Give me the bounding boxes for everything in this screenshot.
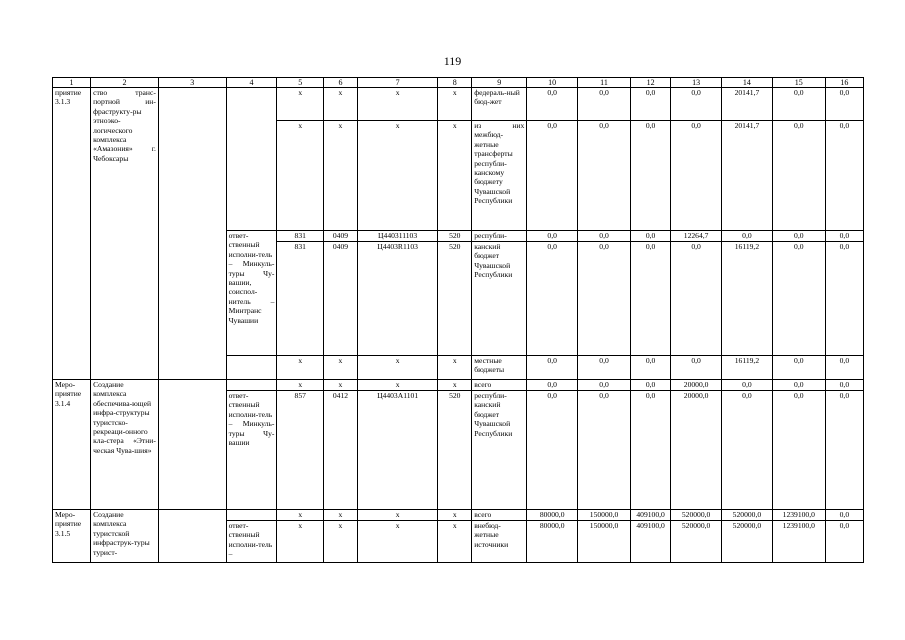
section-cell: х xyxy=(324,521,358,563)
value-cell: 0,0 xyxy=(630,356,670,380)
table-row xyxy=(53,88,864,121)
header-cell: 14 xyxy=(722,78,773,88)
value-cell: 0,0 xyxy=(722,231,773,242)
expense-type-cell: х xyxy=(438,510,472,521)
target-article-cell: х xyxy=(357,510,437,521)
section-cell: 0409 xyxy=(324,231,358,242)
grbs-cell: х xyxy=(277,356,324,380)
value-cell: 16119,2 xyxy=(722,356,773,380)
value-cell: 0,0 xyxy=(671,242,722,356)
header-cell: 12 xyxy=(630,78,670,88)
value-cell: 520000,0 xyxy=(722,521,773,563)
value-cell: 409100,0 xyxy=(630,510,670,521)
value-cell: 520000,0 xyxy=(671,510,722,521)
header-cell: 6 xyxy=(324,78,358,88)
header-cell: 11 xyxy=(578,78,631,88)
grbs-cell: х xyxy=(277,510,324,521)
header-cell: 16 xyxy=(825,78,863,88)
value-cell: 0,0 xyxy=(527,242,578,356)
value-cell: 0,0 xyxy=(527,356,578,380)
value-cell: 150000,0 xyxy=(578,521,631,563)
value-cell: 0,0 xyxy=(772,88,825,121)
value-cell: 0,0 xyxy=(671,356,722,380)
executor-cell: ответ-ственный исполни-тель – xyxy=(226,521,277,563)
value-cell: 0,0 xyxy=(630,231,670,242)
funding-source-cell: федераль-ный бюд-жет xyxy=(472,88,527,121)
value-cell: 20000,0 xyxy=(671,391,722,510)
value-cell: 150000,0 xyxy=(578,510,631,521)
funding-source-cell: из них межбюд-жетные трансферты республи-канскому бюджету Чувашской Республики xyxy=(472,121,527,231)
header-cell: 4 xyxy=(226,78,277,88)
value-cell: 1239100,0 xyxy=(772,510,825,521)
grbs-cell: 831 xyxy=(277,242,324,356)
funding-source-cell: всего xyxy=(472,380,527,391)
value-cell: 0,0 xyxy=(722,391,773,510)
value-cell: 0,0 xyxy=(578,356,631,380)
value-cell: 0,0 xyxy=(772,356,825,380)
value-cell: 0,0 xyxy=(578,242,631,356)
measure-title: ство транс-портной ин-фраструкту-ры этноэко-логического комплекса «Амазония» г. Чебоксары xyxy=(91,88,159,380)
funding-source-cell: республи- xyxy=(472,231,527,242)
value-cell: 16119,2 xyxy=(722,242,773,356)
value-cell: 520000,0 xyxy=(671,521,722,563)
expense-type-cell: 520 xyxy=(438,242,472,356)
section-cell: 0409 xyxy=(324,242,358,356)
grbs-cell: х xyxy=(277,380,324,391)
funding-source-cell: всего xyxy=(472,510,527,521)
value-cell: 0,0 xyxy=(772,391,825,510)
header-cell: 5 xyxy=(277,78,324,88)
section-cell: х xyxy=(324,356,358,380)
header-cell: 13 xyxy=(671,78,722,88)
header-cell: 2 xyxy=(91,78,159,88)
executor-cell xyxy=(226,88,277,231)
funding-source-cell: канский бюджет Чувашской Республики xyxy=(472,242,527,356)
target-article-cell: Ц4403R1103 xyxy=(357,242,437,356)
value-cell: 1239100,0 xyxy=(772,521,825,563)
section-cell: 0412 xyxy=(324,391,358,510)
value-cell: 0,0 xyxy=(578,391,631,510)
measure-number: приятие 3.1.3 xyxy=(53,88,91,380)
value-cell: 0,0 xyxy=(772,121,825,231)
value-cell: 0,0 xyxy=(825,510,863,521)
value-cell: 20141,7 xyxy=(722,121,773,231)
grbs-cell: 831 xyxy=(277,231,324,242)
value-cell: 0,0 xyxy=(825,121,863,231)
expense-type-cell: х xyxy=(438,121,472,231)
value-cell: 80000,0 xyxy=(527,521,578,563)
target-article-cell: Ц4403А1101 xyxy=(357,391,437,510)
measure-title: Создание комплекса туристской инфраструк-туры турист- xyxy=(91,510,159,563)
table-row xyxy=(53,380,864,391)
value-cell: 0,0 xyxy=(527,380,578,391)
target-article-cell: х xyxy=(357,356,437,380)
executor-cell xyxy=(226,510,277,521)
grbs-cell: х xyxy=(277,88,324,121)
value-cell: 0,0 xyxy=(825,380,863,391)
expense-type-cell: х xyxy=(438,380,472,391)
value-cell: 0,0 xyxy=(825,356,863,380)
header-cell: 10 xyxy=(527,78,578,88)
value-cell: 0,0 xyxy=(578,231,631,242)
executor-cell: ответ-ственный исполни-тель – Минкуль-туры Чу-вашии, соиспол-нитель – Минтранс Чувашии xyxy=(226,231,277,356)
value-cell: 520000,0 xyxy=(722,510,773,521)
value-cell: 0,0 xyxy=(578,88,631,121)
section-cell: х xyxy=(324,380,358,391)
header-cell: 7 xyxy=(357,78,437,88)
funding-source-cell: внебюд-жетные источники xyxy=(472,521,527,563)
value-cell: 0,0 xyxy=(527,88,578,121)
target-article-cell: х xyxy=(357,521,437,563)
header-cell: 8 xyxy=(438,78,472,88)
header-row xyxy=(53,78,864,88)
value-cell: 12264,7 xyxy=(671,231,722,242)
value-cell: 0,0 xyxy=(578,380,631,391)
value-cell: 0,0 xyxy=(825,88,863,121)
measure-number: Меро-приятие 3.1.5 xyxy=(53,510,91,563)
section-cell: х xyxy=(324,510,358,521)
value-cell: 409100,0 xyxy=(630,521,670,563)
value-cell: 0,0 xyxy=(630,391,670,510)
value-cell: 0,0 xyxy=(772,380,825,391)
executor-cell: ответ-ственный исполни-тель – Минкуль-туры Чу-вашии xyxy=(226,391,277,510)
measure-title: Создание комплекса обеспечива-ющей инфра-структуры туристско-рекреаци-онного кла-стера «Этни-ческая Чува-шия» xyxy=(91,380,159,510)
value-cell: 0,0 xyxy=(630,380,670,391)
value-cell: 0,0 xyxy=(772,242,825,356)
col3-cell xyxy=(158,380,226,510)
table-row xyxy=(53,510,864,521)
value-cell: 20141,7 xyxy=(722,88,773,121)
header-cell: 1 xyxy=(53,78,91,88)
value-cell: 0,0 xyxy=(825,391,863,510)
header-cell: 9 xyxy=(472,78,527,88)
target-article-cell: Ц440311103 xyxy=(357,231,437,242)
value-cell: 0,0 xyxy=(527,391,578,510)
budget-table xyxy=(52,77,864,563)
target-article-cell: х xyxy=(357,380,437,391)
value-cell: 0,0 xyxy=(722,380,773,391)
value-cell: 80000,0 xyxy=(527,510,578,521)
target-article-cell: х xyxy=(357,121,437,231)
value-cell: 0,0 xyxy=(825,521,863,563)
value-cell: 0,0 xyxy=(630,88,670,121)
section-cell: х xyxy=(324,88,358,121)
section-cell: х xyxy=(324,121,358,231)
executor-cell xyxy=(226,380,277,391)
value-cell: 0,0 xyxy=(630,242,670,356)
value-cell: 0,0 xyxy=(825,242,863,356)
funding-source-cell: местные бюджеты xyxy=(472,356,527,380)
value-cell: 0,0 xyxy=(671,88,722,121)
value-cell: 0,0 xyxy=(527,121,578,231)
expense-type-cell: 520 xyxy=(438,231,472,242)
page-number: 119 xyxy=(443,54,462,68)
header-cell: 3 xyxy=(158,78,226,88)
grbs-cell: х xyxy=(277,121,324,231)
expense-type-cell: 520 xyxy=(438,391,472,510)
expense-type-cell: х xyxy=(438,88,472,121)
value-cell: 0,0 xyxy=(630,121,670,231)
value-cell: 0,0 xyxy=(671,121,722,231)
value-cell: 0,0 xyxy=(578,121,631,231)
col3-cell xyxy=(158,88,226,380)
measure-number: Меро-приятие 3.1.4 xyxy=(53,380,91,510)
value-cell: 0,0 xyxy=(527,231,578,242)
value-cell: 0,0 xyxy=(825,231,863,242)
funding-source-cell: республи-канский бюджет Чувашской Республики xyxy=(472,391,527,510)
grbs-cell: 857 xyxy=(277,391,324,510)
grbs-cell: х xyxy=(277,521,324,563)
value-cell: 20000,0 xyxy=(671,380,722,391)
expense-type-cell: х xyxy=(438,356,472,380)
header-cell: 15 xyxy=(772,78,825,88)
col3-cell xyxy=(158,510,226,563)
value-cell: 0,0 xyxy=(772,231,825,242)
target-article-cell: х xyxy=(357,88,437,121)
executor-cell xyxy=(226,356,277,380)
expense-type-cell: х xyxy=(438,521,472,563)
